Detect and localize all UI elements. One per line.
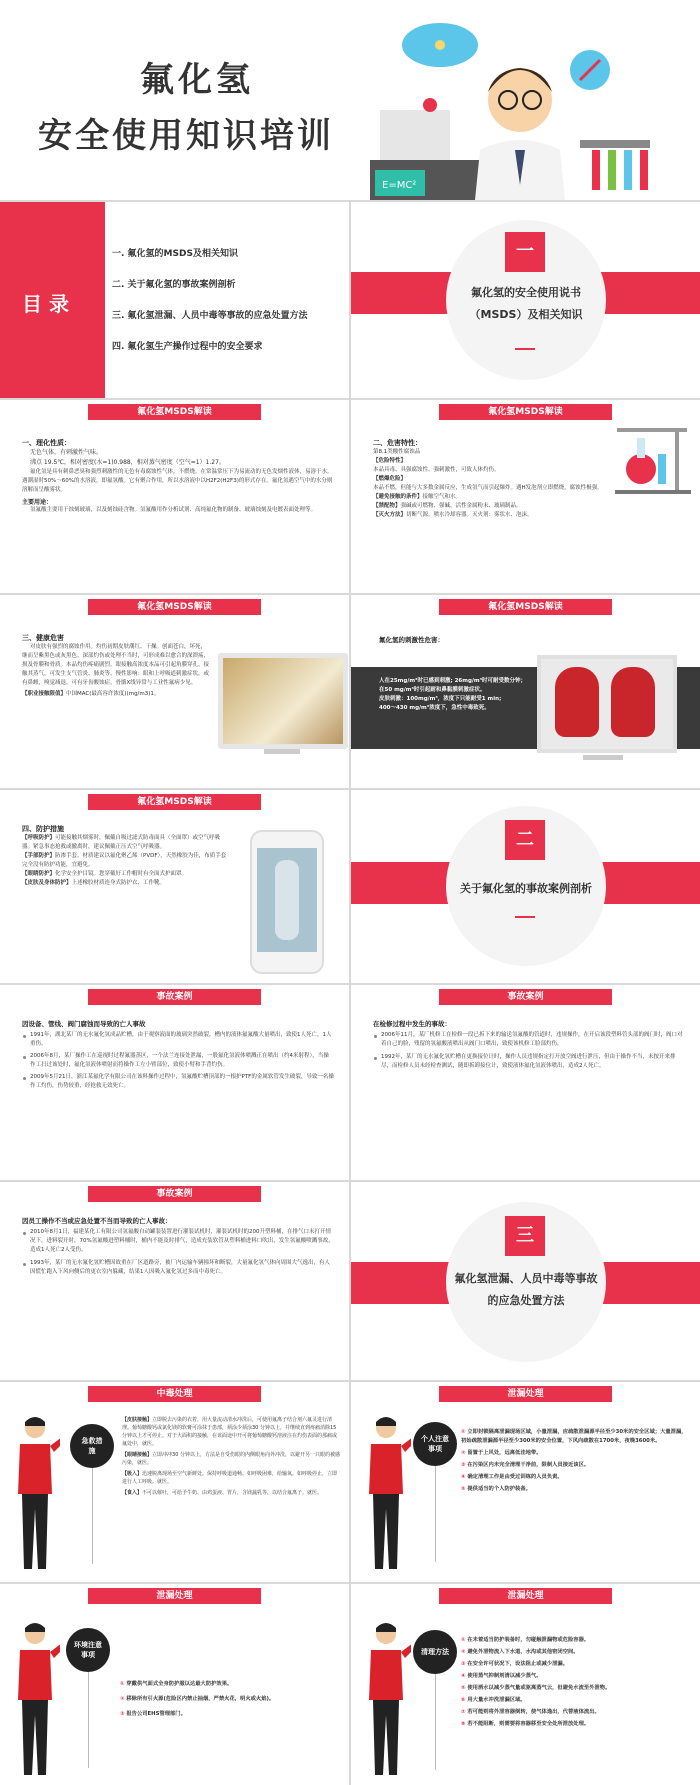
slide-header: 事故案例 <box>88 989 261 1005</box>
personal-precautions-circle: 个人注意事项 <box>413 1422 457 1466</box>
slide-header: 事故案例 <box>88 1186 261 1202</box>
environment-precautions-circle: 环境注意事项 <box>66 1628 110 1672</box>
section-number: 一 <box>505 232 545 272</box>
burned-hands-image <box>537 655 677 753</box>
section-heading: 因设备、管线、阀门腐蚀而导致的亡人事故 <box>22 1020 146 1028</box>
msds4-slide: 氟化氢MSDS解读 氟化氢的刺激性危害： 人在25mg/m³时已感到刺激; 26mg/m³时可耐受数分钟； 在50 mg/m³时引起耐和鼻黏膜刺激症状。 皮肤刺激：100mg/m³，浓度下只能耐受1 min; 400～430 mg/m³浓度下，急性中毒致死。 <box>351 595 700 788</box>
slide-header: 泄漏处理 <box>439 1588 612 1604</box>
section-heading: 在检修过程中发生的事故： <box>373 1020 451 1028</box>
monitor-image <box>218 653 348 749</box>
case2-slide: 事故案例 在检修过程中发生的事故： 2006年11月，某厂机修工在检修一段已拆下来的输送氢氟酸的管道时，违规操作，在开启该段塑料管头部的阀门时，阀口对着自己的脸，残留的氢氟酸液喷出从阀门口喷出，致使该机修工脸部灼伤。 1992年，某厂的无水氟化氢贮槽在更换接位计时，操作人员违规指定打开放空阀进行泄压，但由于操作不当，未按开来排尽，而检修人员未经检查测试，随即拆卸接位计，致使液体氟化氢液体喷出，造成2人死亡。 <box>351 985 700 1180</box>
section-title: 关于氟化氢的事故案例剖析 <box>460 882 592 895</box>
section-heading: 三、健康危害 <box>22 634 64 642</box>
toc-slide <box>0 202 349 398</box>
protective-suit-figure <box>275 860 299 940</box>
poison-slide: 中毒处理 急救措施 【皮肤接触】立即脱去污染的衣着，用大量流动清水冲洗后，可使用氟离子结合剂六氟灵进行清理。葡萄糖酸钙或氯化镁的软膏可涂抹于患部，须涂少须涂30 分钟以上，并继续直到疼痛消除15分钟以上才可停止。对于大面积的接触，在该面途中开可将葡萄糖酸钙溶液注在灼伤表面的那痛或氟处中，就医。 【眼睛接触】立即冲冲30 分钟以上，方法是自受伤眼的内侧眼角向外冲洗，以避开另一只眼的被感污染，就医。 【吸入】迅速脱离现场至空气新鲜处。保持呼吸道通畅。如呼吸困难，给输氧。如呼吸停止，立即进行人工呼吸。就医。 【食入】不可以催吐，可给予牛奶、由鸡蛋液、胃片，含镁蔬乳等，以结合氟离子。就医。 <box>0 1382 349 1582</box>
cover-slide <box>0 0 700 200</box>
presenter-figure <box>361 1414 411 1574</box>
scientist-illustration <box>360 0 700 200</box>
section1-slide <box>351 202 700 398</box>
presenter-figure <box>10 1414 60 1574</box>
cover-title-line1: 氟化氢 <box>140 60 254 100</box>
leak3-slide: 泄漏处理 清理方法 ① 在未着适当防护装备时，勿碰触泄漏物或危险容器。 ② 避免外泄物流入下水道、水沟或其他密闭空间。 ③ 在安全许可状况下，设法阻止或减少泄漏。 ④ 使用蒸气抑制剂清以减少蒸气。 ⑤ 使用洒水以减少蒸气量或驱离蒸气云，但避免水流至外泄物。 ⑥ 用大量水冲洗泄漏区域。 ⑦ 若可能则将外泄容器倒转，使气体逸出，代替液体流出。 ⑧ 若不能阻断，则需要将容器移至安全处所泄放处理。 <box>351 1584 700 1785</box>
section-heading: 一、理化性质： <box>22 439 71 447</box>
stim-title: 氟化氢的刺激性危害： <box>379 636 444 644</box>
section-heading: 二、危害特性： <box>373 439 422 447</box>
msds2-slide: 氟化氢MSDS解读 二、危害特性： 第8.1类酸性腐蚀品 【危险特性】 本品具毒、具强腐蚀性、强刺激性，可致人体灼伤。 【燃爆危险】 本品不燃，但能与大多数金属反应，生成氢气而引起爆炸。遇H发泡剂立即燃烧，腐蚀性极强。 【避免接触的条件】接触空气和水。 【禁配物】强碱或可燃物、强碱、活性金属粉末、玻璃制品。 【灭火方法】切断气源。喷水冷却容器。灭火剂：雾状水、泡沫。 <box>351 400 700 593</box>
toc-item[interactable]: 三. 氟化氢泄漏、人员中毒等事故的应急处置方法 <box>112 311 308 321</box>
leak1-slide: 泄漏处理 个人注意事项 ① 立即封锁隔离泄漏现场区域，小量泄漏，应疏散泄漏源半径至少30米的安全区域；大量泄漏，初始疏散泄漏源半径至少300米的安全位置，下风向疏散在1700米，夜晚3600米。 ② 留置于上风处，远离低洼地带。 ③ 在污染区内未完全清理干净前，限制人员接近该区。 ④ 确定清理工作是由受过训练的人员负责。 ⑤ 提供适当的个人防护装备。 <box>351 1382 700 1582</box>
section-heading: 因员工操作不当或应急处置不当而导致的亡人事故： <box>22 1217 172 1225</box>
first-aid-circle: 急救措施 <box>70 1424 114 1468</box>
slide-header: 氟化氢MSDS解读 <box>88 404 261 420</box>
toc-item[interactable]: 二. 关于氟化氢的事故案例剖析 <box>112 280 236 290</box>
section-number: 三 <box>505 1216 545 1256</box>
msds5-slide: 氟化氢MSDS解读 四、防护措施 【呼吸防护】可能接触其烟雾时，佩戴自吸过滤式防毒面具（全面罩）或空气呼吸器。紧急事态抢救或撤离时，建议佩戴正压式空气呼吸器。 【手部防护】防渗手套。材质建议以氟化聚乙烯（PVDF），天然橡胶为佳，布质手套完全没有防护功能，宜避免。 【眼睛防护】化学安全护目镜。您穿戴好工作帽时有全面式护面罩。 【皮肤及身体防护】上述橡胶材质连身式防护衣、工作靴。 <box>0 790 349 983</box>
cover-title-line2: 安全使用知识培训 <box>38 116 334 156</box>
slide-header: 氟化氢MSDS解读 <box>439 599 612 615</box>
case1-slide: 事故案例 因设备、管线、阀门腐蚀而导致的亡人事故 1991年，湖北某厂的无水氟化氢成品贮槽，由于观察液面的玻璃突然破裂，槽内的液体氟氟酸大量喷出，致使1人死亡，1人重伤。 2006年8月，某厂操作工在巡视时过程氟器蒸区，一个法兰连接处泄漏，一股氟化氢液体喷溅正在喷出（约4米射程），当操作工扫过该处时，氟化氢液体喷射而将操作工左小臂部位，致使小臂和手背灼伤。 2009年5月21日，浙江某氟化学有限公司在该料操作过程中，氢氟酸贮槽顶部的一根护PTF的金属软管发生破裂，导致一名操作工灼伤，伤势较重，经抢救无效死亡。 <box>0 985 349 1180</box>
formula-text: E=MC² <box>382 180 417 191</box>
toc-item[interactable]: 一. 氟化氢的MSDS及相关知识 <box>112 249 238 259</box>
slide-header: 泄漏处理 <box>88 1588 261 1604</box>
presenter-figure <box>10 1620 60 1780</box>
section-number: 二 <box>505 820 545 860</box>
slide-header: 事故案例 <box>439 989 612 1005</box>
slide-header: 氟化氢MSDS解读 <box>439 404 612 420</box>
section-heading: 四、防护措施 <box>22 825 64 833</box>
slide-header: 泄漏处理 <box>439 1386 612 1402</box>
leak2-slide: 泄漏处理 环境注意事项 ① 穿戴供气面式全身防护服以达最大防护效果。 ② 移除所有引火源(危险区内禁止抽烟，严禁火花，明火或火焰)。 ③ 报告公司EHS管理部门。 <box>0 1584 349 1785</box>
section-title: 氟化氢的安全使用说书 （MSDS）及相关知识 <box>469 286 583 321</box>
toc-item[interactable]: 四. 氟化氢生产操作过程中的安全要求 <box>112 342 263 352</box>
slide-header: 中毒处理 <box>88 1386 261 1402</box>
section-title: 氟化氢泄漏、人员中毒等事故 的应急处置方法 <box>454 1272 598 1307</box>
toc-title: 目 录 <box>22 292 69 316</box>
phone-image <box>250 830 324 974</box>
slide-header: 氟化氢MSDS解读 <box>88 599 261 615</box>
msds3-slide: 氟化氢MSDS解读 三、健康危害 对皮肤有强烈的腐蚀作用。灼伤初期皮肤潮红、干燥。创面苍白，坏死，继而呈紫黑色或灰黑色。深部灼伤或处理不当时，可形成难以愈合的深溃疡，损及骨膜和骨质。本品灼伤疼痛剧烈。眼接触高浓度本品可引起角膜穿孔。接触其蒸气，可发生支气管炎、肺炎等。慢性影响：眼和上呼吸道刺激症状，或有鼻衄，嗅觉减退。可有牙齿酸蚀症。骨骼X线异常与工业性氟病少见。 【职业接触限值】中国MAC(最高容许浓度)(mg/m3)1。 <box>0 595 349 788</box>
msds1-slide: 氟化氢MSDS解读 一、理化性质： 无色气体，有刺激性气味。 沸点 19.5℃，相对密度(水=1)0.988，相对蒸气密度（空气=1）1.27。 氟化氢是具有刺鼻恶臭和强烈刺激性的无色有毒腐蚀性气体，不燃烧。在常温常压下为易流动的无色发烟性液体，易溶于水。遇潮湿时50%～60%的水溶液，即氟氢酸。它有聚合作用，所以水溶液中以H2F2(H2F3)的形式存在。氟化氢遇空气中的水分则溶解而呈酸雾状。 主要用途： 氢氟酸主要用于蚀刻玻璃，以及刻蚀硅含物。氢氟酸用作分析试剂、高纯氟化物的制备、玻璃蚀刻及电镀表面处理等。 <box>0 400 349 593</box>
case3-slide: 事故案例 因员工操作不当或应急处置不当而导致的亡人事故： 2010年8月1日，福建某化工有限公司氢氟酸自动罐装装置进行灌装试机时，灌装试机时的200升塑料桶，在排气口末打开情况下，进料裂开时，70%氢氟酸进塑料桶时，桶内不能及时排气，造成充装软管从塑料桶进料口吹出，发生氢氟酸喷溅事故，造成1人死亡2人受伤。 1993年，某厂的无水氟化氢贮槽因故重在厂区道路旁，被厂内运输车辆撞坏和断裂，大量氟化氢气体向周围大气逸出，有人因慌忙跑入下风向侧后的更衣室内躲藏，结果1人因吸入氟化氢过多而中毒死亡。 <box>0 1182 349 1380</box>
slide-header: 氟化氢MSDS解读 <box>88 794 261 810</box>
presenter-figure <box>361 1620 411 1780</box>
section3-slide <box>351 1182 700 1380</box>
cleanup-method-circle: 清理方法 <box>413 1630 457 1674</box>
lab-flask-icon <box>613 424 693 499</box>
section2-slide <box>351 790 700 983</box>
